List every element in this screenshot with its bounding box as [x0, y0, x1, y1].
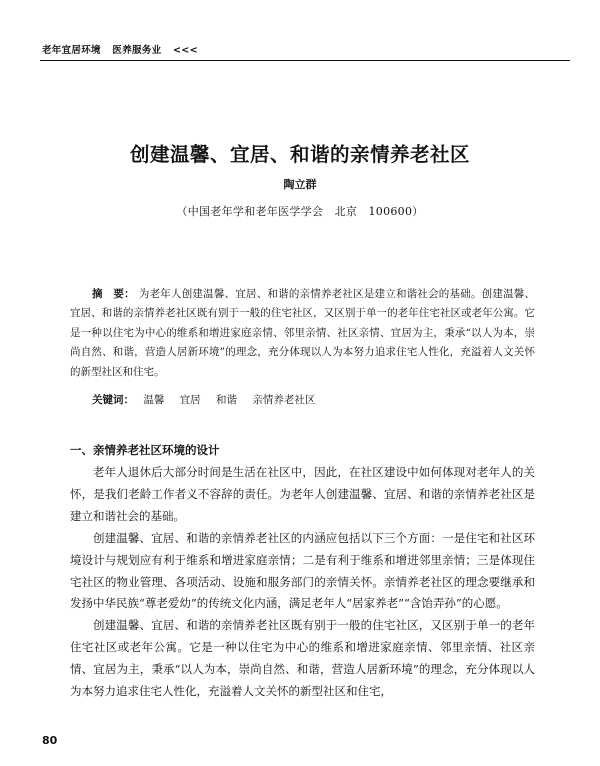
running-head-arrows: <<< [173, 45, 198, 56]
abstract-text: 为老年人创建温馨、宜居、和谐的亲情养老社区是建立和谐社会的基础。创建温馨、宜居、和谐的亲情养老社区既有别于一般的住宅社区，又区别于单一的老年住宅社区或老年公寓。它是一种以住宅为中心的维系和增进家庭亲情、邻里亲情、社区亲情、宜居为主，秉承“以人为本，崇尚自然、和谐，营造人居新环境”的理念，充分体现以人为本努力追求住宅人性化，充溢着人文关怀的新型社区和住宅。 [70, 288, 536, 378]
keyword: 温馨 [143, 394, 165, 406]
paragraph: 创建温馨、宜居、和谐的亲情养老社区的内涵应包括以下三个方面：一是住宅和社区环境设计与规划应有利于维系和增进家庭亲情；二是有利于维系和增进邻里亲情；三是体现住宅社区的物业管理、各项活动、设施和服务部门的亲情关怀。亲情养老社区的理念要继承和发扬中华民族“尊老爱幼”的传统文化内涵，满足老年人“居家养老”“含饴弄孙”的心愿。 [70, 530, 535, 611]
abstract [70, 285, 535, 382]
keywords [92, 392, 327, 407]
abstract-label: 摘 要： [92, 288, 135, 300]
article-title: 创建温馨、宜居、和谐的亲情养老社区 [129, 143, 470, 166]
page-number: 80 [42, 734, 58, 747]
running-head-part1: 老年宜居环境 [42, 45, 101, 56]
header-rule [40, 60, 570, 61]
keywords-label: 关键词： [92, 394, 134, 406]
paragraph: 创建温馨、宜居、和谐的亲情养老社区既有别于一般的住宅社区，又区别于单一的老年住宅社区或老年公寓。它是一种以住宅为中心的维系和增进家庭亲情、邻里亲情、社区亲情、宜居为主，秉承“以人为本，崇尚自然、和谐，营造人居新环境”的理念，充分体现以人为本努力追求住宅人性化，充溢着人文关怀的新型社区和住宅， [70, 618, 535, 699]
author-affiliation: （中国老年学和老年医学学会 北京 100600） [176, 205, 424, 218]
running-head [42, 42, 206, 56]
body-text [70, 462, 535, 703]
keyword: 宜居 [179, 394, 201, 406]
keyword: 和谐 [216, 394, 238, 406]
keyword: 亲情养老社区 [252, 394, 316, 406]
running-head-part2: 医养服务业 [112, 45, 162, 56]
author-name: 陶立群 [283, 178, 317, 191]
paragraph: 老年人退休后大部分时间是生活在社区中，因此，在社区建设中如何体现对老年人的关怀，是我们老龄工作者义不容辞的责任。为老年人创建温馨、宜居、和谐的亲情养老社区是建立和谐社会的基础。 [70, 465, 535, 523]
section-heading: 一、亲情养老社区环境的设计 [70, 443, 220, 457]
